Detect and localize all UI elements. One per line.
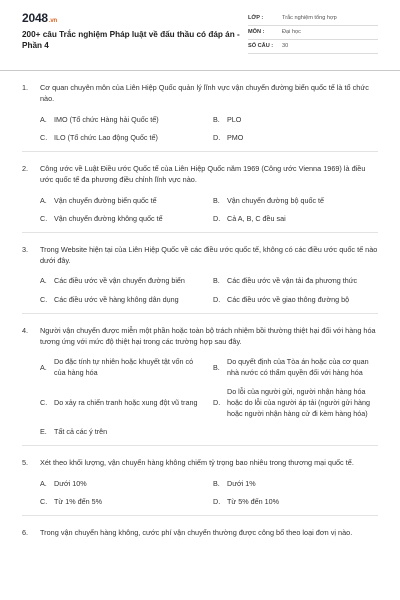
option-letter: A. — [40, 478, 47, 488]
options — [22, 114, 378, 143]
option-letter: D. — [213, 397, 221, 407]
option-c[interactable] — [40, 496, 205, 507]
question-4 — [22, 322, 378, 447]
question-stem — [22, 163, 378, 186]
option-d[interactable] — [213, 496, 378, 507]
question-number: 6. — [22, 527, 29, 537]
question-text: Công ước về Luật Điều ước Quốc tế của Liên Hiệp Quốc năm 1969 (Công ước Vienna 1969) là điều ước quốc tế đa phương điều chỉnh lĩnh vực nào. — [40, 163, 366, 185]
option-letter: C. — [40, 294, 48, 304]
option-text: Các điều ước về vận chuyển đường biển — [54, 276, 185, 286]
question-text: Trong vận chuyển hàng không, cước phí vận chuyển thường được công bố theo loại đơn vị nào. — [40, 527, 353, 537]
option-text: Các điều ước về giao thông đường bộ — [227, 294, 350, 304]
option-letter: E. — [40, 427, 47, 437]
option-text: Vận chuyển đường bộ quốc tế — [227, 195, 325, 205]
option-text: Các điều ước về vận tải đa phương thức — [227, 276, 358, 286]
option-a[interactable] — [40, 195, 205, 206]
option-letter: A. — [40, 276, 47, 286]
question-number: 2. — [22, 163, 29, 173]
logo-text: 2048 — [22, 11, 48, 25]
option-text: Cả A, B, C đều sai — [227, 213, 286, 223]
option-text: Dưới 10% — [54, 478, 87, 488]
option-text: Vận chuyển đường biển quốc tế — [54, 195, 157, 205]
question-number: 3. — [22, 244, 29, 254]
option-c[interactable] — [40, 213, 205, 224]
meta-value: Đại học — [282, 29, 301, 36]
option-letter: B. — [213, 195, 220, 205]
option-c[interactable] — [40, 132, 205, 143]
question-5 — [22, 454, 378, 516]
option-b[interactable] — [213, 478, 378, 489]
option-letter: A. — [40, 362, 47, 372]
option-text: Do quyết định của Tòa án hoặc của cơ quan nhà nước có thẩm quyền đối với hàng hóa — [227, 357, 369, 378]
option-letter: B. — [213, 276, 220, 286]
option-text: Vận chuyển đường không quốc tế — [54, 213, 163, 223]
question-stem — [22, 527, 378, 538]
logo-suffix: .vn — [48, 18, 57, 24]
option-c[interactable] — [40, 294, 205, 305]
option-c[interactable] — [40, 386, 205, 419]
question-text: Trong Website hiện tại của Liên Hiệp Quốc về các điều ước quốc tế, không có các điều ước quốc tế nào dưới đây. — [40, 244, 378, 266]
option-text: Dưới 1% — [227, 478, 256, 488]
option-b[interactable] — [213, 114, 378, 125]
option-letter: B. — [213, 114, 220, 124]
meta-row-subject — [248, 26, 378, 40]
question-1 — [22, 79, 378, 152]
option-text: PLO — [227, 114, 242, 124]
option-text: PMO — [227, 132, 244, 142]
question-number: 1. — [22, 83, 29, 92]
option-letter: B. — [213, 478, 220, 488]
option-text: IMO (Tổ chức Hàng hải Quốc tế) — [54, 114, 159, 124]
option-text: Các điều ước về hàng không dân dụng — [54, 294, 179, 304]
meta-value: 30 — [282, 43, 289, 50]
option-a[interactable] — [40, 478, 205, 489]
meta-label: LỚP : — [248, 15, 264, 22]
option-e[interactable] — [40, 426, 378, 437]
question-number: 5. — [22, 458, 29, 468]
document-title: 200+ câu Trắc nghiệm Pháp luật về đấu thầu có đáp án - Phần 4 — [22, 30, 240, 51]
meta-label: MÔN : — [248, 29, 265, 36]
question-stem — [22, 457, 378, 468]
question-stem — [22, 325, 378, 348]
options — [22, 275, 378, 304]
question-6 — [22, 524, 378, 546]
option-d[interactable] — [213, 294, 378, 305]
question-stem — [22, 244, 378, 267]
option-d[interactable] — [213, 213, 378, 224]
option-text: Từ 1% đến 5% — [54, 496, 102, 506]
question-number: 4. — [22, 325, 29, 335]
option-letter: C. — [40, 397, 48, 407]
site-logo[interactable] — [22, 12, 242, 25]
option-b[interactable] — [213, 275, 378, 286]
page-header — [22, 0, 378, 70]
options — [22, 478, 378, 507]
option-a[interactable] — [40, 114, 205, 125]
meta-row-count — [248, 40, 378, 54]
question-2 — [22, 160, 378, 233]
options — [22, 195, 378, 224]
option-letter: D. — [213, 132, 221, 142]
option-letter: D. — [213, 496, 221, 506]
option-letter: A. — [40, 114, 47, 124]
option-text: Do xảy ra chiến tranh hoặc xung đột vũ trang — [54, 397, 198, 407]
question-stem — [22, 82, 378, 105]
option-a[interactable] — [40, 356, 205, 378]
question-text: Cơ quan chuyên môn của Liên Hiệp Quốc quản lý lĩnh vực vận chuyển đường biển quốc tế là tổ chức nào. — [40, 83, 369, 104]
question-text: Người vận chuyển được miễn một phần hoặc toàn bộ trách nhiệm bồi thường thiệt hại đối với hàng hóa tương ứng với mức độ thiệt hại trong các trường hợp sau đây. — [40, 325, 376, 347]
option-letter: C. — [40, 132, 48, 142]
meta-value: Trắc nghiệm tổng hợp — [282, 15, 337, 22]
option-d[interactable] — [213, 132, 378, 143]
option-a[interactable] — [40, 275, 205, 286]
question-text: Xét theo khối lượng, vận chuyển hàng không chiếm tỷ trọng bao nhiêu trong thương mại quốc tế. — [40, 458, 354, 468]
option-text: Tất cả các ý trên — [54, 427, 108, 437]
option-b[interactable] — [213, 195, 378, 206]
question-list — [22, 71, 378, 546]
option-letter: D. — [213, 294, 221, 304]
option-text: ILO (Tổ chức Lao động Quốc tế) — [54, 132, 158, 142]
option-b[interactable] — [213, 356, 378, 378]
option-text: Do đặc tính tự nhiên hoặc khuyết tật vốn có của hàng hóa — [54, 357, 194, 378]
header-left — [22, 12, 242, 70]
question-3 — [22, 241, 378, 314]
option-letter: D. — [213, 213, 221, 223]
meta-row-class — [248, 12, 378, 26]
options — [22, 356, 378, 437]
option-letter: C. — [40, 213, 48, 223]
option-letter: A. — [40, 195, 47, 205]
option-letter: C. — [40, 496, 48, 506]
option-d[interactable] — [213, 386, 378, 419]
option-text: Từ 5% đến 10% — [227, 496, 279, 506]
meta-box — [248, 12, 378, 70]
meta-label: SỐ CÂU : — [248, 43, 274, 50]
option-letter: B. — [213, 362, 220, 372]
option-text: Do lỗi của người gửi, người nhận hàng hóa hoặc do lỗi của người áp tải (người gửi hàng hoặc người nhận hàng cử đi kèm hàng hóa) — [227, 386, 370, 418]
